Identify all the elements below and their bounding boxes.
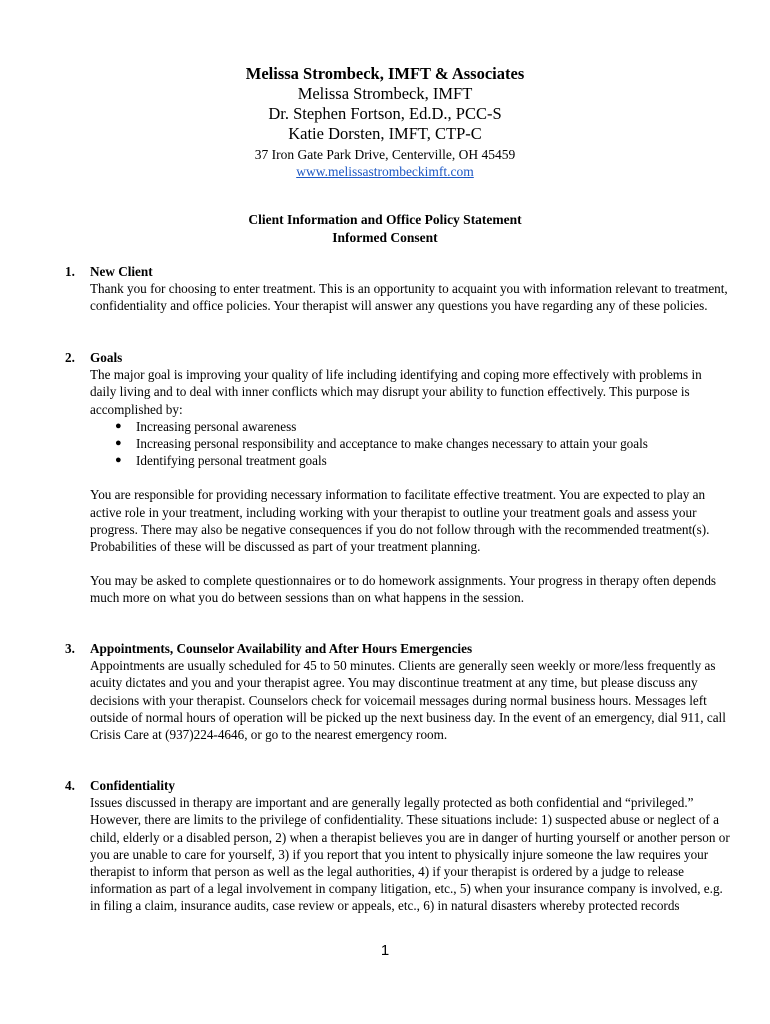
document-title (0, 211, 770, 246)
section-paragraph: You are responsible for providing necessary information to facilitate effective treatment. You are expected to play an active role in your treatment, including working with your therapist to outline your treatment goals and assess your progress. There may also be negative consequences if you do not follow through with the recommended treatment(s). Probabilities of these will be discussed as part of your treatment planning. (90, 487, 710, 555)
firm-name: Melissa Strombeck, IMFT & Associates (245, 64, 525, 83)
section-text: Issues discussed in therapy are important and are generally legally protected as both confidential and “privileged.” However, there are limits to the privilege of confidentiality. These situations include: 1) suspected abuse or neglect of a child, elderly or a disabled person, 2) when a therapist believes you are in danger of hurting yourself or another person or you are unable to care for yourself, 3) if you report that you intent to physically injure someone the law requires your therapist to inform that person as well as the legal authorities, 4) if your therapist is ordered by a judge to release information as part of a legal involvement in company litigation, etc., 5) when your insurance company is involved, e.g. in filing a claim, insurance audits, case review or appeals, etc., 6) in natural disasters whereby protected records (90, 795, 730, 914)
section-number: 4. (65, 778, 75, 793)
clinician-name: Dr. Stephen Fortson, Ed.D., PCC-S (268, 104, 502, 123)
section-number: 1. (65, 264, 75, 279)
section-heading: Appointments, Counselor Availability and After Hours Emergencies (90, 641, 473, 656)
list-item: ● Increasing personal awareness (115, 418, 730, 435)
section-confidentiality (65, 777, 730, 915)
letterhead (0, 64, 770, 180)
office-address: 37 Iron Gate Park Drive, Centerville, OH 45459 (254, 147, 516, 162)
section-goals (65, 349, 730, 607)
clinician-name: Melissa Strombeck, IMFT (297, 84, 473, 103)
section-text: Appointments are usually scheduled for 45 to 50 minutes. Clients are generally seen weekly or more/less frequently as acuity dictates and you and your therapist agree. You may discontinue treatment at any time, but please discuss any decisions with your therapist. Counselors check for voicemail messages during normal business hours. Messages left outside of normal hours of operation will be picked up the next business day. In the event of an emergency, dial 911, call Crisis Care at (937)224-4646, or go to the nearest emergency room. (90, 658, 726, 743)
section-heading: Goals (90, 350, 123, 365)
goals-list (90, 418, 730, 470)
section-text: The major goal is improving your quality of life including identifying and coping more effectively with problems in daily living and to deal with inner conflicts which may disrupt your ability to function effectively. This purpose is accomplished by: (90, 367, 702, 417)
clinician-name: Katie Dorsten, IMFT, CTP-C (288, 124, 482, 143)
section-paragraph: You may be asked to complete questionnaires or to do homework assignments. Your progress in therapy often depends much more on what you do between sessions than on what happens in the session. (90, 573, 717, 606)
section-new-client (65, 263, 730, 315)
section-number: 3. (65, 641, 75, 656)
title-line-1: Client Information and Office Policy Statement (248, 212, 522, 227)
section-appointments (65, 640, 730, 743)
section-heading: Confidentiality (90, 778, 175, 793)
section-text: Thank you for choosing to enter treatment. This is an opportunity to acquaint you with information relevant to treatment, confidentiality and office policies. Your therapist will answer any questions you have regarding any of these policies. (90, 281, 728, 314)
section-heading: New Client (90, 264, 153, 279)
title-line-2: Informed Consent (332, 229, 438, 245)
list-item: ● Increasing personal responsibility and acceptance to make changes necessary to attain your goals (115, 435, 730, 452)
list-item: ● Identifying personal treatment goals (115, 452, 730, 469)
section-number: 2. (65, 350, 75, 365)
page-number: 1 (380, 942, 390, 959)
website-link[interactable]: www.melissastrombeckimft.com (296, 164, 474, 179)
